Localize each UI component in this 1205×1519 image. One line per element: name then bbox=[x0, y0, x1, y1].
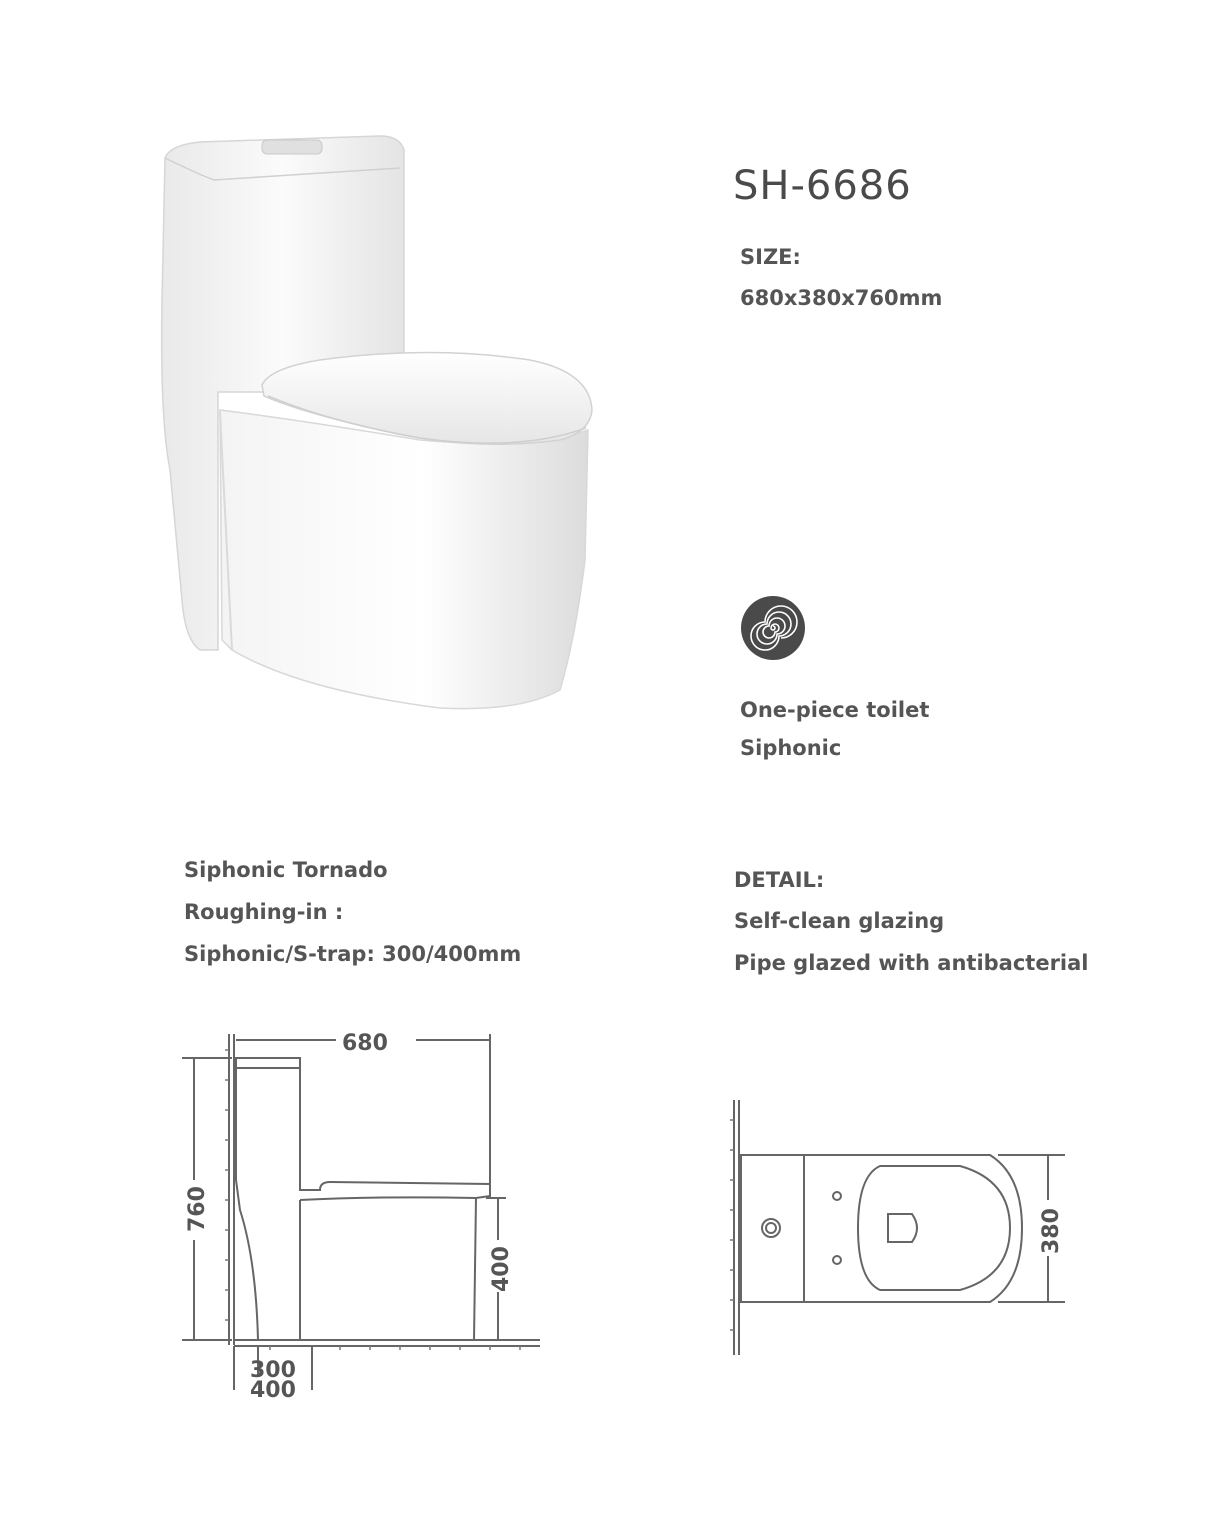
dim-width-label: 680 bbox=[342, 1031, 388, 1056]
size-value: 680x380x760mm bbox=[740, 286, 943, 310]
feature-one-piece: One-piece toilet bbox=[740, 698, 930, 722]
detail-pipe: Pipe glazed with antibacterial bbox=[734, 951, 1089, 975]
detail-glazing: Self-clean glazing bbox=[734, 909, 945, 933]
feature-siphonic: Siphonic bbox=[740, 736, 842, 760]
spec-roughing-value: Siphonic/S-trap: 300/400mm bbox=[184, 942, 522, 966]
spec-flush-type: Siphonic Tornado bbox=[184, 858, 388, 882]
detail-heading: DETAIL: bbox=[734, 868, 825, 892]
dim-depth-label: 380 bbox=[1039, 1208, 1064, 1254]
dim-roughing-300-label: 300 bbox=[250, 1358, 296, 1383]
spec-roughing-label: Roughing-in : bbox=[184, 900, 344, 924]
tornado-swirl-icon bbox=[740, 595, 806, 661]
dim-seat-height-label: 400 bbox=[489, 1246, 514, 1292]
model-number: SH-6686 bbox=[733, 163, 912, 209]
dim-height-label: 760 bbox=[185, 1186, 210, 1232]
size-label: SIZE: bbox=[740, 245, 801, 269]
dim-roughing-400-label: 400 bbox=[250, 1378, 296, 1403]
